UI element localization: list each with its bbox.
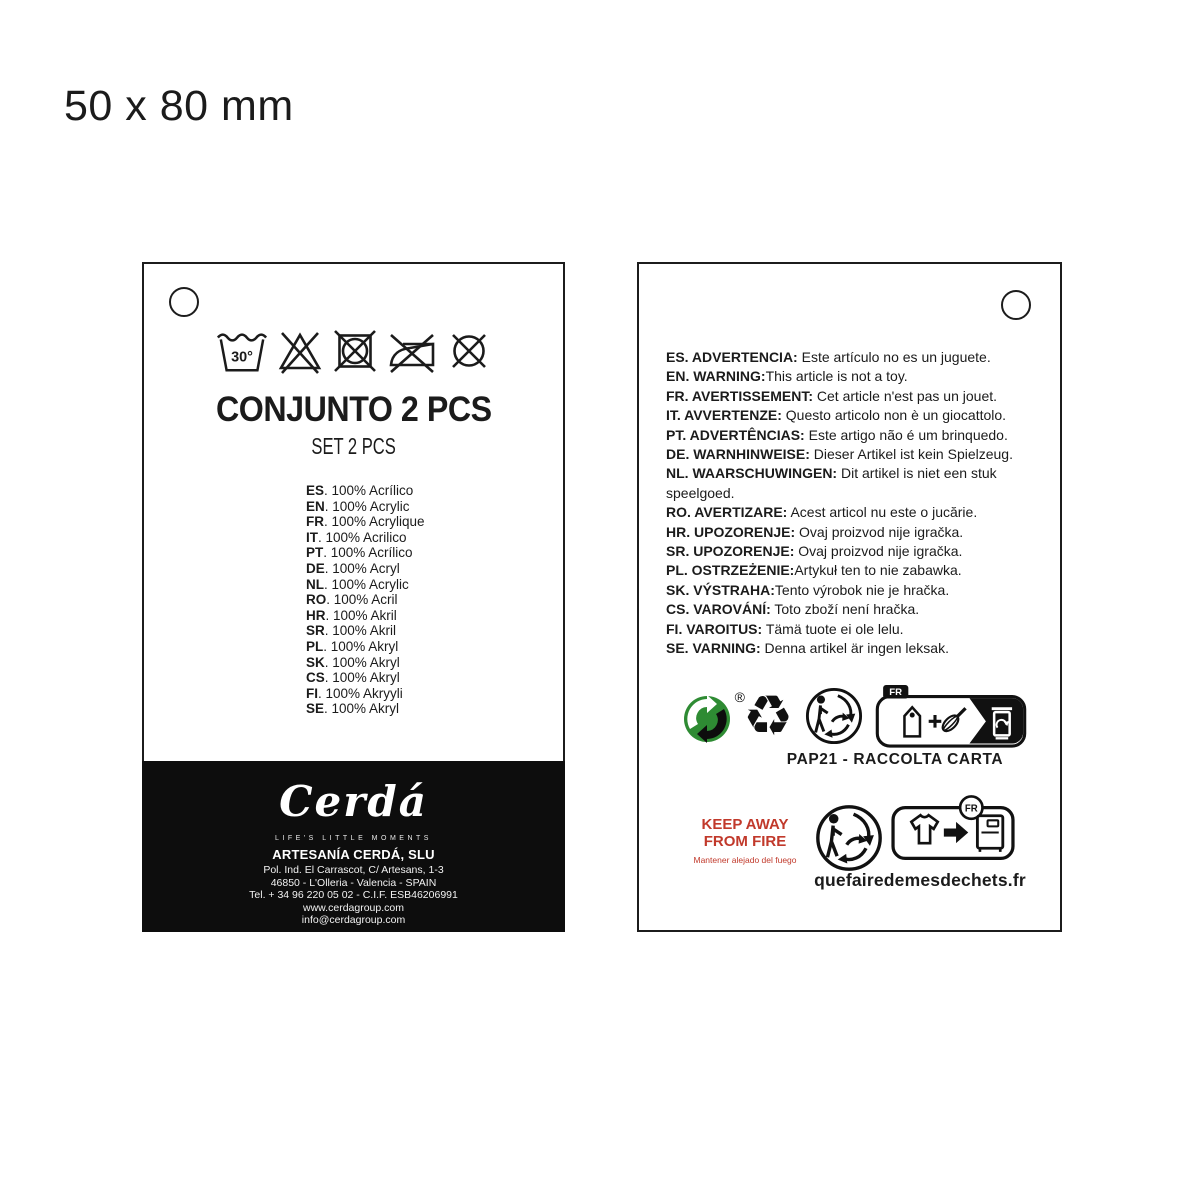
- address-line: Pol. Ind. El Carrascot, C/ Artesans, 1-3: [263, 864, 444, 876]
- wash-30-icon: [216, 328, 268, 374]
- punch-hole-icon: [1001, 290, 1031, 320]
- warning-line: HR. UPOZORENJE: Ovaj proizvod nije igračka.: [666, 523, 964, 540]
- composition-line: RO. 100% Acril: [306, 592, 398, 608]
- composition-list: [306, 483, 425, 717]
- warning-line: FR. AVERTISSEMENT: Cet article n'est pas un jouet.: [666, 387, 998, 404]
- do-not-bleach-icon: [277, 328, 323, 374]
- warnings-list: [666, 348, 1043, 659]
- address-line: www.cerdagroup.com: [303, 901, 404, 914]
- svg-text:FR: FR: [889, 687, 903, 699]
- fr-textile-sorting-icon: [891, 794, 1015, 875]
- do-not-dry-clean-icon: [446, 328, 492, 374]
- svg-text:30°: 30°: [230, 349, 253, 366]
- composition-line: ES. 100% Acrílico: [306, 483, 414, 498]
- warning-line: PT. ADVERTÊNCIAS: Este artigo não é um brinquedo.: [666, 426, 1008, 443]
- warning-line: PL. OSTRZEŻENIE:Artykuł ten to nie zabawka.: [666, 562, 962, 579]
- composition-line: SE. 100% Akryl: [306, 701, 400, 717]
- composition-line: HR. 100% Akril: [306, 607, 397, 623]
- composition-line: FI. 100% Akryyli: [306, 685, 403, 701]
- address-line: info@cerdagroup.com: [301, 914, 406, 927]
- do-not-tumble-dry-icon: [332, 328, 378, 374]
- composition-line: EN. 100% Acrylic: [306, 498, 410, 514]
- triman-icon: [815, 804, 883, 877]
- fire-warning-text: KEEP AWAY FROM FIRE: [701, 816, 789, 850]
- triman-icon: [805, 687, 863, 750]
- company-address: [142, 864, 565, 927]
- recycle-mobius-icon: ♻: [743, 683, 794, 749]
- warning-line: SK. VÝSTRAHA:Tento výrobok nie je hračka.: [666, 581, 950, 598]
- do-not-iron-icon: [387, 328, 437, 374]
- waste-info-url: quefairedemesdechets.fr: [814, 870, 1026, 890]
- brand-tagline: LIFE'S LITTLE MOMENTS: [275, 835, 432, 842]
- warning-line: CS. VAROVÁNÍ: Toto zboží není hračka.: [666, 601, 920, 618]
- registered-mark: ®: [734, 688, 745, 705]
- recycling-icons-row: [683, 684, 1027, 753]
- fire-warning-subtext: Mantener alejado del fuego: [693, 855, 797, 865]
- warning-line: IT. AVVERTENZE: Questo articolo non è un giocattolo.: [666, 407, 1007, 424]
- address-line: 46850 - L'Olleria - Valencia - SPAIN: [270, 876, 437, 889]
- warning-line: SR. UPOZORENJE: Ovaj proizvod nije igračka.: [666, 543, 963, 560]
- warning-line: FI. VAROITUS: Tämä tuote ei ole lelu.: [666, 620, 904, 637]
- green-point-icon: [683, 688, 745, 743]
- warning-line: NL. WAARSCHUWINGEN: Dit artikel is niet een stuk speelgoed.: [666, 465, 997, 501]
- composition-line: IT. 100% Acrilico: [306, 529, 407, 545]
- warning-line: DE. WARNHINWEISE: Dieser Artikel ist kein Spielzeug.: [666, 446, 1013, 463]
- warning-line: ES. ADVERTENCIA: Este artículo no es un juguete.: [666, 349, 991, 365]
- brand-footer: [142, 761, 565, 932]
- composition-line: CS. 100% Akryl: [306, 670, 400, 686]
- warning-line: RO. AVERTIZARE: Acest articol nu este o jucărie.: [666, 504, 978, 521]
- warning-line: SE. VARNING: Denna artikel är ingen leksak.: [666, 640, 949, 657]
- punch-hole-icon: [169, 287, 199, 317]
- brand-logo: Cerdá: [279, 777, 428, 826]
- back-tag: [637, 262, 1062, 932]
- composition-line: SR. 100% Akril: [306, 623, 397, 639]
- composition-line: PL. 100% Akryl: [306, 638, 399, 654]
- fire-warning: [677, 816, 813, 865]
- product-title: CONJUNTO 2 PCS: [215, 390, 492, 429]
- pap-code-label: PAP21 - RACCOLTA CARTA: [786, 751, 1004, 768]
- front-tag: [142, 262, 565, 932]
- address-line: Tel. + 34 96 220 05 02 - C.I.F. ESB46206991: [249, 889, 458, 902]
- care-symbols-row: [144, 328, 563, 374]
- composition-line: FR. 100% Acrylique: [306, 514, 425, 530]
- composition-line: NL. 100% Acrylic: [306, 576, 409, 592]
- warning-line: EN. WARNING:This article is not a toy.: [666, 368, 908, 385]
- fr-sorting-pack-icon: [875, 684, 1027, 753]
- size-label: 50 x 80 mm: [64, 82, 294, 130]
- composition-line: DE. 100% Acryl: [306, 560, 400, 576]
- svg-text:FR: FR: [964, 803, 978, 815]
- composition-line: SK. 100% Akryl: [306, 654, 400, 670]
- composition-line: PT. 100% Acrílico: [306, 545, 413, 561]
- product-subtitle: SET 2 PCS: [311, 433, 396, 459]
- company-name: ARTESANÍA CERDÁ, SLU: [272, 847, 435, 862]
